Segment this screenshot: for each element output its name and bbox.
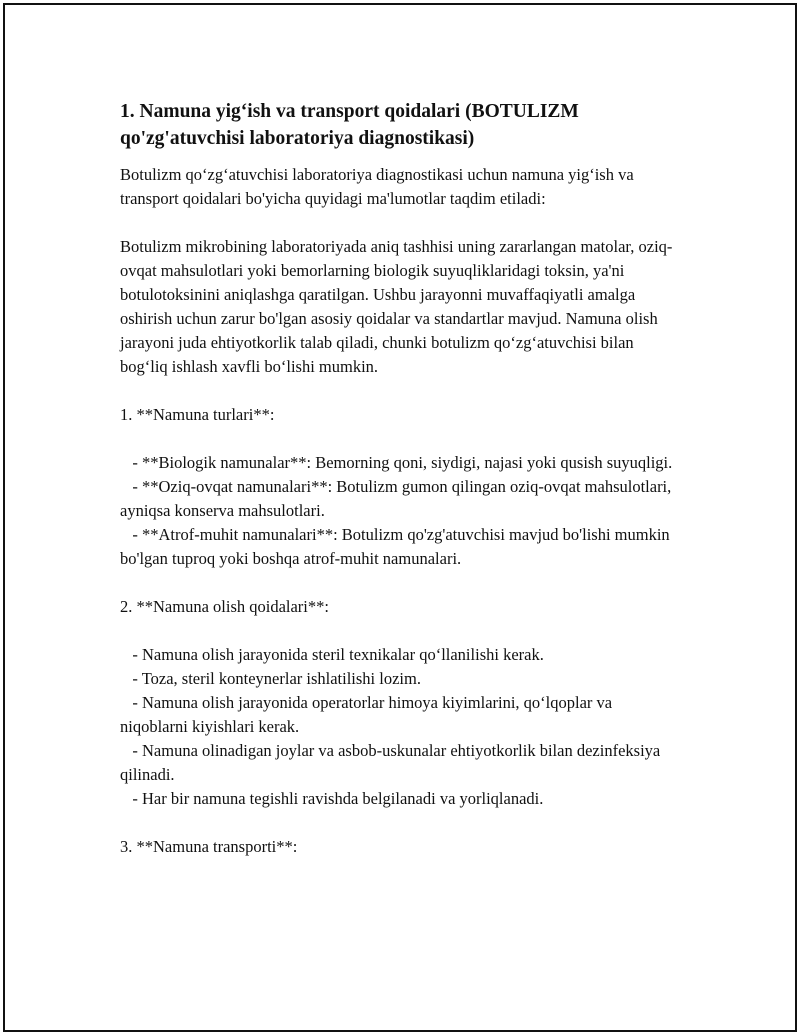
section-heading-sampling-rules: 2. **Namuna olish qoidalari**:	[120, 597, 329, 616]
overview-paragraph: Botulizm mikrobining laboratoriyada aniq tashhisi uning zararlangan matolar, oziq-ovqat mahsulotlari yoki bemorlarning biologik suyuqliklaridagi toksin, ya'ni botulotoksinini aniqlashga qaratilgan. Ushbu jarayonni muvaffaqiyatli amalga oshirish uchun zarur bo'lgan asosiy qoidalar va standartlar mavjud. Namuna olish jarayoni juda ehtiyotkorlik talab qiladi, chunki botulizm qo‘zg‘atuvchisi bilan bog‘liq ishlash xavfli bo‘lishi mumkin.	[120, 237, 673, 376]
list-item: - Toza, steril konteynerlar ishlatilishi lozim.	[120, 669, 421, 688]
section-heading-sample-types: 1. **Namuna turlari**:	[120, 405, 275, 424]
spacer	[120, 379, 680, 403]
document-title: 1. Namuna yig‘ish va transport qoidalari (BOTULIZM qo'zg'atuvchisi laboratoriya diagnostikasi)	[120, 101, 579, 149]
spacer	[120, 619, 680, 643]
section-heading-transport: 3. **Namuna transporti**:	[120, 837, 298, 856]
intro-paragraph: Botulizm qo‘zg‘atuvchisi laboratoriya diagnostikasi uchun namuna yig‘ish va transport qoidalari bo'yicha quyidagi ma'lumotlar taqdim etiladi:	[120, 165, 634, 208]
list-item: - Namuna olish jarayonida steril texnikalar qo‘llanilishi kerak.	[120, 645, 544, 664]
list-item: - **Oziq-ovqat namunalari**: Botulizm gumon qilingan oziq-ovqat mahsulotlari, ayniqsa konserva mahsulotlari.	[120, 477, 676, 520]
spacer	[120, 427, 680, 451]
list-item: - **Biologik namunalar**: Bemorning qoni, siydigi, najasi yoki qusish suyuqligi.	[120, 453, 673, 472]
spacer	[120, 811, 680, 835]
list-item: - **Atrof-muhit namunalari**: Botulizm qo'zg'atuvchisi mavjud bo'lishi mumkin bo'lgan tuproq yoki boshqa atrof-muhit namunalari.	[120, 525, 674, 568]
page-frame	[3, 3, 797, 1032]
spacer	[120, 571, 680, 595]
spacer	[120, 211, 680, 235]
list-item: - Har bir namuna tegishli ravishda belgilanadi va yorliqlanadi.	[120, 789, 544, 808]
list-item: - Namuna olish jarayonida operatorlar himoya kiyimlarini, qo‘lqoplar va niqoblarni kiyishlari kerak.	[120, 693, 617, 736]
document-body	[120, 98, 680, 859]
list-item: - Namuna olinadigan joylar va asbob-uskunalar ehtiyotkorlik bilan dezinfeksiya qilinadi.	[120, 741, 665, 784]
